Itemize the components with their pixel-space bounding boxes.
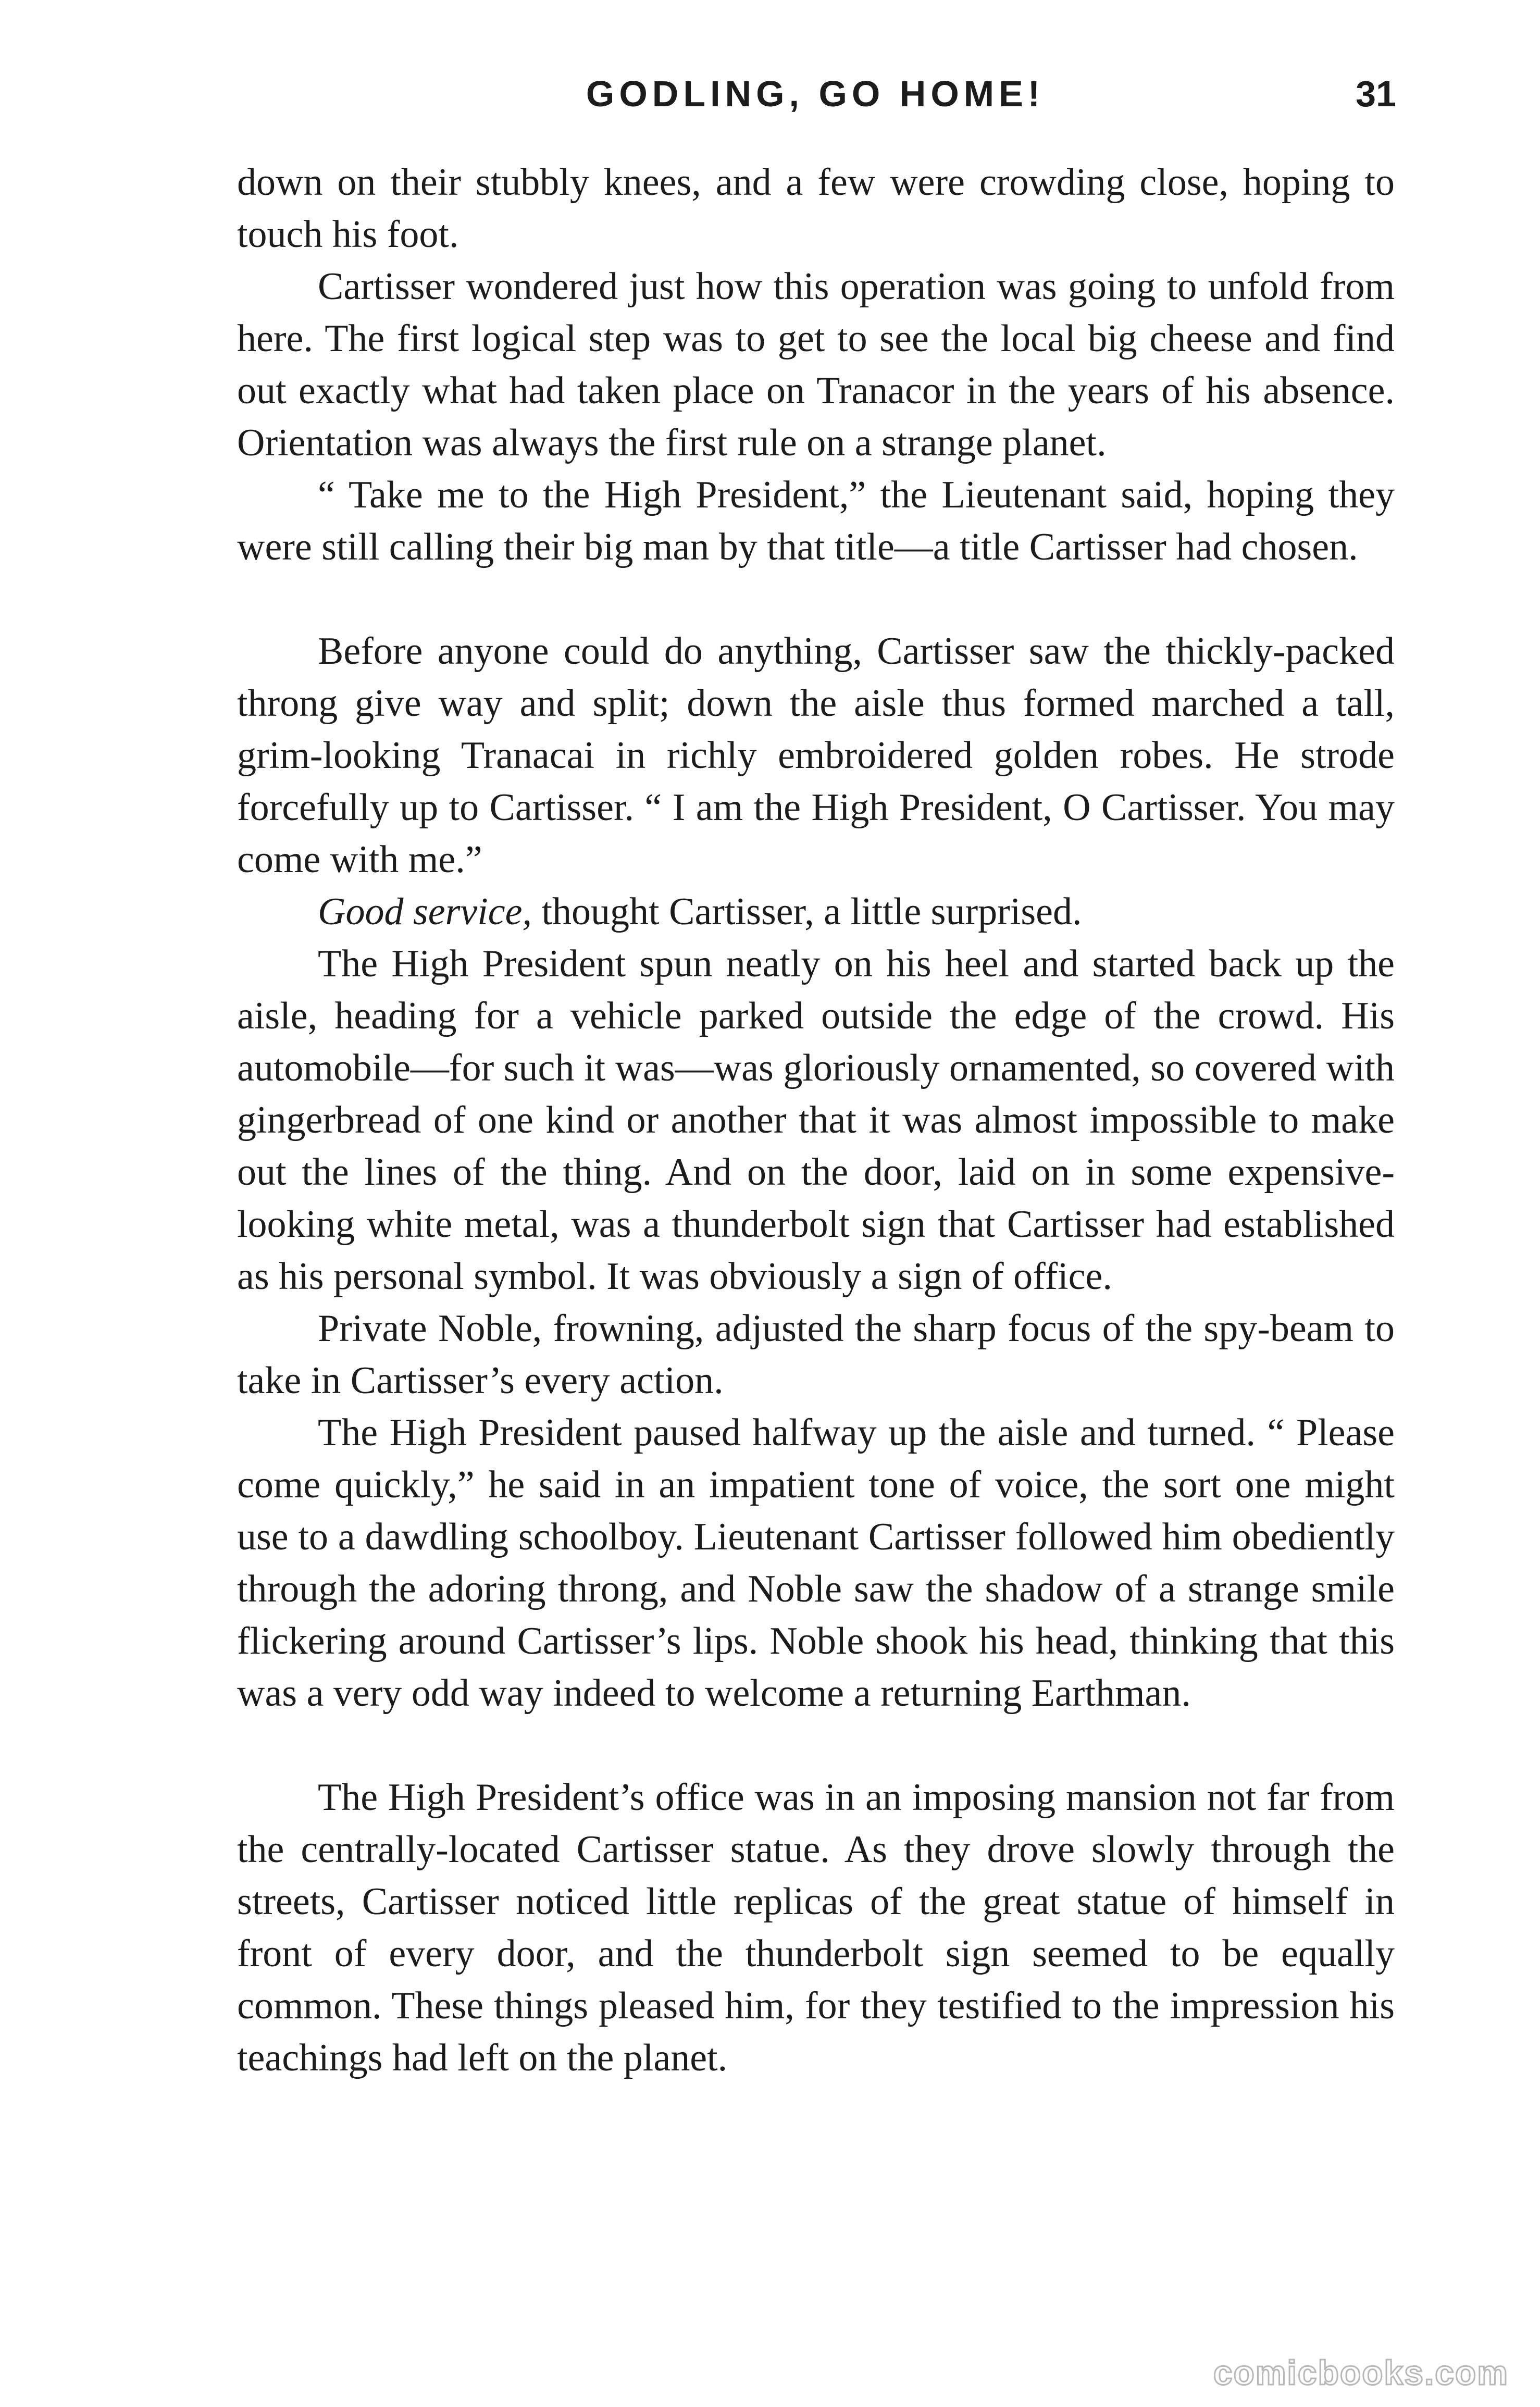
paragraph-text: thought Cartisser, a little surprised.	[531, 890, 1082, 933]
section-break	[237, 573, 1395, 625]
paragraph: The High President’s office was in an imposing mansion not far from the centrally-located Cartisser statue. As they drove slowly through the streets, Cartisser noticed little replicas of the great statue of himself in front of every door, and the thunderbolt sign seemed to be equally common. These things pleased him, for they testified to the impression his teachings had left on the planet.	[237, 1776, 1395, 2079]
paragraph: Before anyone could do anything, Cartisser saw the thickly-packed throng give way and split; down the aisle thus formed marched a tall, grim-looking Tranacai in richly embroidered golden robes. He strode forcefully up to Cartisser. “ I am the High President, O Cartisser. You may come with me.”	[237, 630, 1395, 881]
paragraph: Private Noble, frowning, adjusted the sharp focus of the spy-beam to take in Cartisser’s every action.	[237, 1307, 1395, 1402]
section-break	[237, 1719, 1395, 1771]
running-head	[234, 73, 1396, 125]
paragraph: Cartisser wondered just how this operation was going to unfold from here. The first logical step was to get to see the local big cheese and find out exactly what had taken place on Tranacor in the years of his absence. Orientation was always the first rule on a strange planet.	[237, 265, 1395, 464]
body-text	[237, 156, 1395, 2084]
paragraph: The High President paused halfway up the aisle and turned. “ Please come quickly,” he said in an impatient tone of voice, the sort one might use to a dawdling schoolboy. Lieutenant Cartisser followed him obediently through the adoring throng, and Noble saw the shadow of a strange smile flickering around Cartisser’s lips. Noble shook his head, thinking that this was a very odd way indeed to welcome a returning Earthman.	[237, 1411, 1395, 1715]
paragraph: “ Take me to the High President,” the Lieutenant said, hoping they were still calling their big man by that title—a title Cartisser had chosen.	[237, 474, 1395, 568]
page-number: 31	[1356, 73, 1396, 114]
italic-thought: Good service,	[318, 890, 532, 933]
watermark-logo: comicbooks.com	[1213, 2353, 1509, 2392]
paragraph-continued: down on their stubbly knees, and a few were crowding close, hoping to touch his foot.	[237, 161, 1395, 256]
running-title: GODLING, GO HOME!	[586, 73, 1045, 114]
paragraph: The High President spun neatly on his heel and started back up the aisle, heading for a vehicle parked outside the edge of the crowd. His automobile—for such it was—was gloriously ornamented, so covered with gingerbread of one kind or another that it was almost impossible to make out the lines of the thing. And on the door, laid on in some expensive-looking white metal, was a thunderbolt sign that Cartisser had established as his personal symbol. It was obviously a sign of office.	[237, 942, 1395, 1298]
paragraph	[237, 886, 1395, 938]
